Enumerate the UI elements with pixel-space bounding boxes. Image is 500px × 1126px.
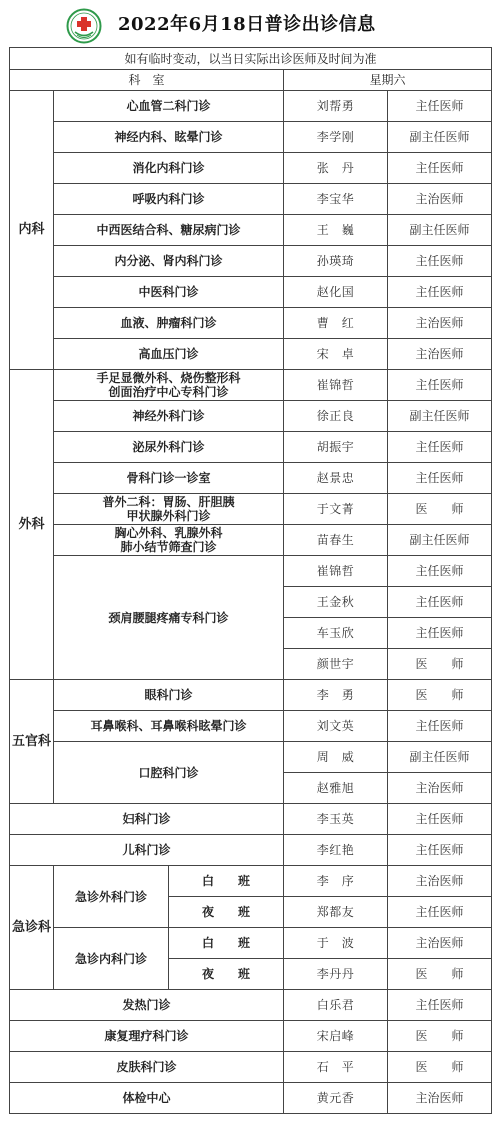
doctor-name: 郑都友 xyxy=(284,897,388,928)
dept-dental: 口腔科门诊 xyxy=(54,742,284,804)
category-ent: 五官科 xyxy=(10,680,54,804)
dept-gynecology: 妇科门诊 xyxy=(10,804,284,835)
dept-line: 普外二科：胃肠、肝胆胰 xyxy=(102,495,235,509)
doctor-name: 李 序 xyxy=(284,866,388,897)
doctor-name: 李玉英 xyxy=(284,804,388,835)
shift-night: 夜 班 xyxy=(169,959,284,990)
doctor-title: 主任医师 xyxy=(388,835,492,866)
doctor-title: 主任医师 xyxy=(388,897,492,928)
doctor-name: 于 波 xyxy=(284,928,388,959)
doctor-title: 医 师 xyxy=(388,680,492,711)
doctor-name: 赵雅旭 xyxy=(284,773,388,804)
doctor-name: 苗春生 xyxy=(284,525,388,556)
notice-text: 如有临时变动，以当日实际出诊医师及时间为准 xyxy=(10,48,492,70)
doctor-name: 宋 卓 xyxy=(284,339,388,370)
dept-neck-back: 颈肩腰腿疼痛专科门诊 xyxy=(54,556,284,680)
doctor-name: 于文菁 xyxy=(284,494,388,525)
doctor-name: 颜世宇 xyxy=(284,649,388,680)
hospital-cross-logo-icon xyxy=(66,8,102,44)
dept-rehab: 康复理疗科门诊 xyxy=(10,1021,284,1052)
doctor-name: 徐正良 xyxy=(284,401,388,432)
doctor-title: 主治医师 xyxy=(388,339,492,370)
doctor-title: 主任医师 xyxy=(388,463,492,494)
doctor-title: 主治医师 xyxy=(388,1083,492,1114)
dept-pediatrics: 儿科门诊 xyxy=(10,835,284,866)
category-internal: 内科 xyxy=(10,91,54,370)
doctor-name: 宋启峰 xyxy=(284,1021,388,1052)
doctor-title: 主任医师 xyxy=(388,277,492,308)
dept-hema-onco: 血液、肿瘤科门诊 xyxy=(54,308,284,339)
dept-thoracic xyxy=(54,525,284,556)
header-day: 星期六 xyxy=(284,70,492,91)
doctor-title: 主任医师 xyxy=(388,153,492,184)
dept-endo-renal: 内分泌、肾内科门诊 xyxy=(54,246,284,277)
doctor-name: 李 勇 xyxy=(284,680,388,711)
doctor-name: 赵景忠 xyxy=(284,463,388,494)
doctor-name: 李宝华 xyxy=(284,184,388,215)
doctor-title: 副主任医师 xyxy=(388,742,492,773)
header-department: 科 室 xyxy=(10,70,284,91)
doctor-title: 主治医师 xyxy=(388,308,492,339)
shift-night: 夜 班 xyxy=(169,897,284,928)
page-header xyxy=(0,0,500,44)
doctor-name: 崔锦哲 xyxy=(284,556,388,587)
dept-digestive: 消化内科门诊 xyxy=(54,153,284,184)
dept-general-surgery2 xyxy=(54,494,284,525)
doctor-title: 主任医师 xyxy=(388,432,492,463)
dept-er-internal: 急诊内科门诊 xyxy=(54,928,169,990)
doctor-title: 医 师 xyxy=(388,1021,492,1052)
doctor-name: 崔锦哲 xyxy=(284,370,388,401)
doctor-title: 主任医师 xyxy=(388,370,492,401)
doctor-name: 孙瑛琦 xyxy=(284,246,388,277)
shift-day: 白 班 xyxy=(169,928,284,959)
doctor-title: 主任医师 xyxy=(388,618,492,649)
dept-ent-vertigo: 耳鼻喉科、耳鼻喉科眩晕门诊 xyxy=(54,711,284,742)
doctor-title: 主治医师 xyxy=(388,773,492,804)
doctor-title: 医 师 xyxy=(388,959,492,990)
doctor-name: 李学刚 xyxy=(284,122,388,153)
doctor-name: 李红艳 xyxy=(284,835,388,866)
dept-neurosurgery: 神经外科门诊 xyxy=(54,401,284,432)
dept-dermatology: 皮肤科门诊 xyxy=(10,1052,284,1083)
dept-cardio2: 心血管二科门诊 xyxy=(54,91,284,122)
dept-checkup: 体检中心 xyxy=(10,1083,284,1114)
doctor-name: 刘文英 xyxy=(284,711,388,742)
dept-line: 胸心外科、乳腺外科 xyxy=(114,526,223,540)
dept-er-surgery: 急诊外科门诊 xyxy=(54,866,169,928)
doctor-name: 白乐君 xyxy=(284,990,388,1021)
dept-respiratory: 呼吸内科门诊 xyxy=(54,184,284,215)
doctor-name: 王金秋 xyxy=(284,587,388,618)
doctor-title: 主任医师 xyxy=(388,711,492,742)
doctor-name: 石 平 xyxy=(284,1052,388,1083)
doctor-title: 医 师 xyxy=(388,1052,492,1083)
dept-line: 手足显微外科、烧伤整形科 xyxy=(96,371,241,385)
doctor-name: 王 巍 xyxy=(284,215,388,246)
doctor-name: 曹 红 xyxy=(284,308,388,339)
doctor-name: 李丹丹 xyxy=(284,959,388,990)
dept-neuro-vertigo: 神经内科、眩晕门诊 xyxy=(54,122,284,153)
doctor-title: 医 师 xyxy=(388,649,492,680)
doctor-name: 胡振宇 xyxy=(284,432,388,463)
page-title: 2022年6月18日普诊出诊信息 xyxy=(118,14,376,35)
dept-urology: 泌尿外科门诊 xyxy=(54,432,284,463)
category-emergency: 急诊科 xyxy=(10,866,54,990)
doctor-title: 主任医师 xyxy=(388,587,492,618)
doctor-title: 主治医师 xyxy=(388,928,492,959)
doctor-title: 主治医师 xyxy=(388,184,492,215)
dept-ophthalmology: 眼科门诊 xyxy=(54,680,284,711)
doctor-title: 医 师 xyxy=(388,494,492,525)
dept-tcm-diabetes: 中西医结合科、糖尿病门诊 xyxy=(54,215,284,246)
doctor-title: 副主任医师 xyxy=(388,401,492,432)
shift-day: 白 班 xyxy=(169,866,284,897)
dept-fever: 发热门诊 xyxy=(10,990,284,1021)
doctor-name: 周 威 xyxy=(284,742,388,773)
doctor-name: 黄元香 xyxy=(284,1083,388,1114)
doctor-name: 张 丹 xyxy=(284,153,388,184)
doctor-title: 主任医师 xyxy=(388,246,492,277)
doctor-title: 主任医师 xyxy=(388,804,492,835)
doctor-title: 副主任医师 xyxy=(388,525,492,556)
doctor-title: 主任医师 xyxy=(388,91,492,122)
dept-orthopedic: 骨科门诊一诊室 xyxy=(54,463,284,494)
category-surgery: 外科 xyxy=(10,370,54,680)
schedule-table xyxy=(9,47,492,1114)
dept-line: 创面治疗中心专科门诊 xyxy=(108,385,229,399)
doctor-name: 赵化国 xyxy=(284,277,388,308)
dept-tcm: 中医科门诊 xyxy=(54,277,284,308)
dept-hand-foot xyxy=(54,370,284,401)
doctor-name: 刘帮勇 xyxy=(284,91,388,122)
dept-line: 甲状腺外科门诊 xyxy=(126,509,211,523)
doctor-title: 副主任医师 xyxy=(388,215,492,246)
dept-line: 肺小结节筛查门诊 xyxy=(120,540,217,554)
doctor-name: 车玉欣 xyxy=(284,618,388,649)
doctor-title: 主治医师 xyxy=(388,866,492,897)
doctor-title: 副主任医师 xyxy=(388,122,492,153)
dept-hypertension: 高血压门诊 xyxy=(54,339,284,370)
doctor-title: 主任医师 xyxy=(388,556,492,587)
doctor-title: 主任医师 xyxy=(388,990,492,1021)
